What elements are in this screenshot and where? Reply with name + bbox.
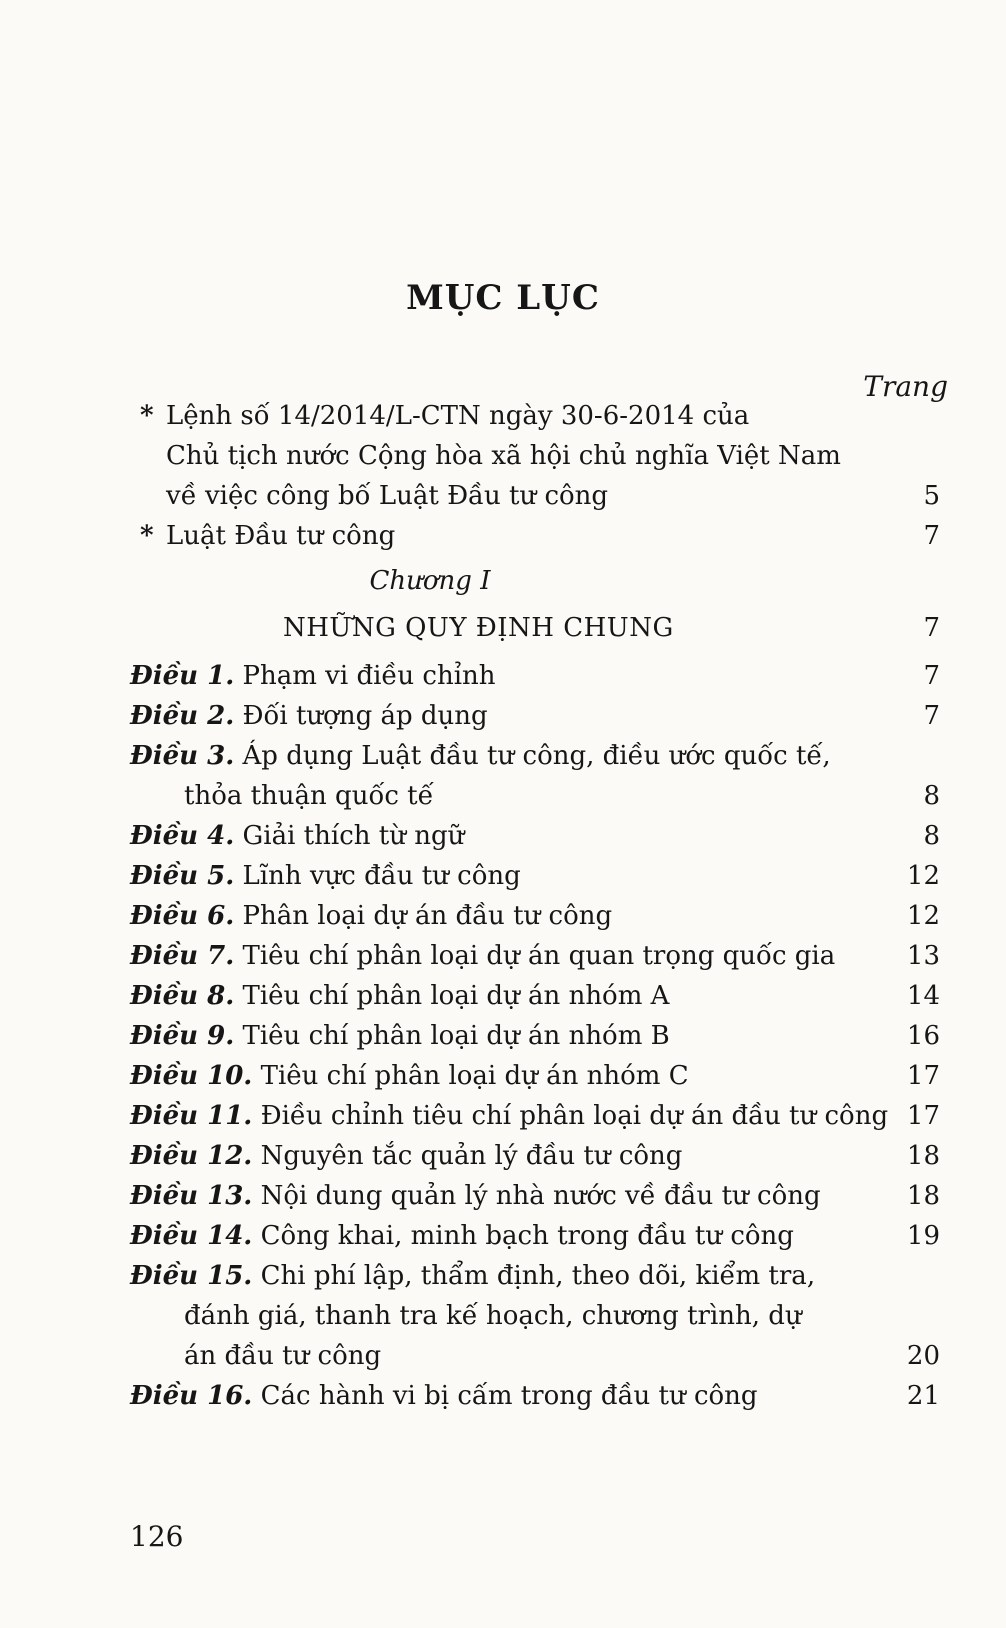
article-title: Điều chỉnh tiêu chí phân loại dự án đầu tư công <box>260 1101 889 1131</box>
article-line <box>130 896 612 936</box>
toc-article-item[interactable] <box>0 696 1006 736</box>
toc-page-number: 21 <box>906 1381 940 1411</box>
article-title: Phạm vi điều chỉnh <box>242 661 496 691</box>
article-line <box>130 656 496 696</box>
toc-page-number: 7 <box>923 701 940 731</box>
toc-item-text: Lệnh số 14/2014/L-CTN ngày 30-6-2014 của <box>166 401 750 431</box>
toc-article-item-cont <box>0 1296 1006 1336</box>
bullet-marker: * <box>140 401 154 431</box>
article-line <box>130 1096 888 1136</box>
article-title: Nội dung quản lý nhà nước về đầu tư công <box>260 1181 821 1211</box>
toc-page-number: 14 <box>906 981 940 1011</box>
article-title-cont: thỏa thuận quốc tế <box>184 781 434 811</box>
toc-page-number: 7 <box>923 613 940 643</box>
toc-page-number: 8 <box>923 781 940 811</box>
toc-article-item[interactable] <box>0 896 1006 936</box>
article-prefix: Điều 10. <box>130 1061 253 1091</box>
article-title: Đối tượng áp dụng <box>242 701 488 731</box>
article-prefix: Điều 14. <box>130 1221 253 1251</box>
article-prefix: Điều 13. <box>130 1181 253 1211</box>
article-line <box>130 976 669 1016</box>
article-title: Các hành vi bị cấm trong đầu tư công <box>260 1381 758 1411</box>
article-title-cont: đánh giá, thanh tra kế hoạch, chương trình, dự <box>184 1301 802 1331</box>
toc-article-item-cont <box>0 776 1006 816</box>
toc-page-number: 16 <box>906 1021 940 1051</box>
article-line <box>130 1176 821 1216</box>
toc-page-number: 8 <box>923 821 940 851</box>
article-title: Lĩnh vực đầu tư công <box>242 861 521 891</box>
toc-page-number: 13 <box>906 941 940 971</box>
article-title: Tiêu chí phân loại dự án quan trọng quốc gia <box>242 941 836 971</box>
article-prefix: Điều 5. <box>130 861 235 891</box>
toc-item-text: Luật Đầu tư công <box>166 521 396 551</box>
toc-intro-item-cont <box>0 436 1006 476</box>
toc-article-item[interactable] <box>0 856 1006 896</box>
toc-article-item[interactable] <box>0 976 1006 1016</box>
article-title: Chi phí lập, thẩm định, theo dõi, kiểm tra, <box>260 1261 816 1291</box>
toc-page-number: 18 <box>906 1181 940 1211</box>
article-line <box>130 1056 689 1096</box>
toc-intro-item-cont <box>0 476 1006 516</box>
page-number: 126 <box>130 1520 184 1553</box>
article-title-cont: án đầu tư công <box>184 1341 382 1371</box>
article-prefix: Điều 9. <box>130 1021 235 1051</box>
chapter-label: Chương I <box>369 566 491 596</box>
article-line <box>130 1016 670 1056</box>
toc-page-number: 20 <box>906 1341 940 1371</box>
toc-article-item[interactable] <box>0 1176 1006 1216</box>
article-prefix: Điều 7. <box>130 941 235 971</box>
article-line <box>130 1256 815 1296</box>
toc-article-item[interactable] <box>0 816 1006 856</box>
article-line <box>130 1376 758 1416</box>
toc-item-text: Chủ tịch nước Cộng hòa xã hội chủ nghĩa Việt Nam <box>166 441 841 471</box>
article-prefix: Điều 2. <box>130 701 235 731</box>
toc-page-number: 17 <box>906 1101 940 1131</box>
article-line <box>130 736 831 776</box>
toc-article-item[interactable] <box>0 1136 1006 1176</box>
chapter-title: NHỮNG QUY ĐỊNH CHUNG <box>283 613 674 643</box>
toc-article-item[interactable] <box>0 1256 1006 1296</box>
article-line <box>130 936 835 976</box>
toc-page-number: 5 <box>923 481 940 511</box>
article-title: Giải thích từ ngữ <box>242 821 465 851</box>
toc-page-number: 7 <box>923 521 940 551</box>
article-prefix: Điều 12. <box>130 1141 253 1171</box>
toc-item-text: về việc công bố Luật Đầu tư công <box>166 481 609 511</box>
toc-intro-item[interactable] <box>0 516 1006 556</box>
toc-article-item[interactable] <box>0 936 1006 976</box>
toc-article-item[interactable] <box>0 1056 1006 1096</box>
article-prefix: Điều 11. <box>130 1101 253 1131</box>
toc-article-item-cont <box>0 1336 1006 1376</box>
article-prefix: Điều 15. <box>130 1261 253 1291</box>
toc-intro-item[interactable] <box>0 396 1006 436</box>
toc-page-number: 7 <box>923 661 940 691</box>
article-line <box>130 1136 682 1176</box>
article-prefix: Điều 6. <box>130 901 235 931</box>
article-prefix: Điều 4. <box>130 821 235 851</box>
article-title: Tiêu chí phân loại dự án nhóm C <box>260 1061 689 1091</box>
toc-page-number: 12 <box>906 861 940 891</box>
article-prefix: Điều 1. <box>130 661 235 691</box>
article-title: Nguyên tắc quản lý đầu tư công <box>260 1141 683 1171</box>
toc-page-number: 17 <box>906 1061 940 1091</box>
bullet-marker: * <box>140 521 154 551</box>
article-title: Phân loại dự án đầu tư công <box>242 901 613 931</box>
article-title: Tiêu chí phân loại dự án nhóm B <box>242 1021 670 1051</box>
toc-page-number: 18 <box>906 1141 940 1171</box>
toc-article-item[interactable] <box>0 1016 1006 1056</box>
article-line <box>130 696 488 736</box>
chapter-heading[interactable] <box>0 608 1006 648</box>
article-line <box>130 816 464 856</box>
article-prefix: Điều 8. <box>130 981 235 1011</box>
article-prefix: Điều 16. <box>130 1381 253 1411</box>
page-column-label: Trang <box>863 370 948 403</box>
article-prefix: Điều 3. <box>130 741 235 771</box>
toc-article-item[interactable] <box>0 656 1006 696</box>
toc-article-item[interactable] <box>0 1096 1006 1136</box>
toc-article-item[interactable] <box>0 1216 1006 1256</box>
toc-page-number: 19 <box>906 1221 940 1251</box>
toc-article-item[interactable] <box>0 736 1006 776</box>
article-title: Áp dụng Luật đầu tư công, điều ước quốc tế, <box>242 741 831 771</box>
article-line <box>130 1216 794 1256</box>
article-title: Công khai, minh bạch trong đầu tư công <box>260 1221 794 1251</box>
page-title: MỤC LỤC <box>406 278 600 318</box>
article-title: Tiêu chí phân loại dự án nhóm A <box>242 981 670 1011</box>
article-line <box>130 856 521 896</box>
toc-article-item[interactable] <box>0 1376 1006 1416</box>
toc-page-number: 12 <box>906 901 940 931</box>
